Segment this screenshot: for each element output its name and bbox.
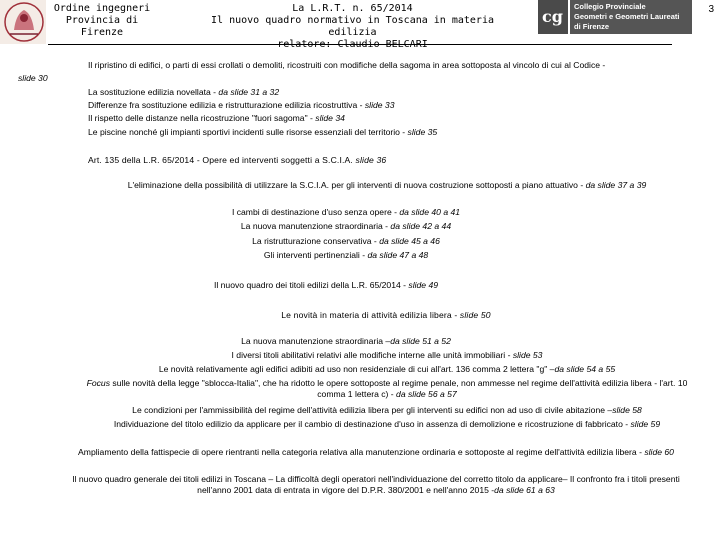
list-item: La sostituzione edilizia novellata - da slide 31 a 32 (88, 87, 280, 97)
list-item: Differenze fra sostituzione edilizia e ristrutturazione edilizia ricostruttiva - slide 33 (88, 100, 395, 110)
list-item: Il nuovo quadro generale dei titoli edilizi in Toscana – La difficoltà degli operatori nell'individuazione del corretto titolo da applicare– Il confronto fra i titoli presenti nell'anno 2001 data di entrata in vigore del D.P.R. 380/2001 e nell'anno 2015 -da slide 61 a 63 (72, 474, 680, 495)
header-divider (48, 44, 672, 45)
list-item-ref: slide 30 (18, 73, 48, 83)
list-item: La nuova manutenzione straordinaria –da slide 51 a 52 (241, 336, 451, 346)
title-line-1: La L.R.T. n. 65/2014 (292, 3, 413, 14)
svg-text:cg: cg (542, 7, 563, 26)
section-heading: Art. 135 della L.R. 65/2014 - Opere ed interventi soggetti a S.C.I.A. slide 36 (88, 155, 387, 165)
org-line-2: Provincia di (65, 15, 139, 26)
college-line-3: di Firenze (574, 22, 610, 31)
list-item: La ristrutturazione conservativa - da slide 45 a 46 (252, 236, 440, 246)
list-item: Il ripristino di edifici, o parti di essi crollati o demoliti, ricostruiti con modifiche della sagoma in area sottoposta al vincolo di cui al Codice - (88, 60, 606, 70)
list-item: L'eliminazione della possibilità di utilizzare la S.C.I.A. per gli interventi di nuova costruzione sottoposti a piano attuativo - da slide 37 a 39 (127, 180, 647, 190)
college-line-1: Collegio Provinciale (574, 2, 646, 11)
list-item: I cambi di destinazione d'uso senza opere - da slide 40 a 41 (231, 207, 461, 217)
section-heading: Il nuovo quadro dei titoli edilizi della L.R. 65/2014 - slide 49 (213, 280, 439, 290)
college-emblem-icon (538, 0, 568, 34)
list-item: Il rispetto delle distanze nella ricostruzione "fuori sagoma" - slide 34 (88, 113, 345, 123)
list-item: Le novità relativamente agli edifici adibiti ad uso non residenziale di cui all'art. 136 comma 2 lettera "g" –da slide 54 a 55 (158, 364, 616, 374)
list-item: Le condizioni per l'ammissibilità del regime dell'attività edilizia libera per gli interventi su edifici non ad uso di civile abitazione –slide 58 (132, 405, 642, 415)
title-line-2: Il nuovo quadro normativo in Toscana in materia edilizia (211, 15, 494, 38)
section-heading: Le novità in materia di attività edilizia libera - slide 50 (281, 310, 491, 320)
page-number: 3 (708, 4, 714, 15)
list-item: La nuova manutenzione straordinaria - da slide 42 a 44 (240, 221, 452, 231)
list-item: Individuazione del titolo edilizio da applicare per il cambio di destinazione d'uso in assenza di demolizione e ricostruzione di fabbricato - slide 59 (113, 419, 661, 429)
college-logo (538, 0, 692, 34)
list-item: Focus sulle novità della legge "sblocca-Italia", che ha ridotto le opere sottoposte al regime penale, non ammesse nel regime dell'attività edilizia libera - l'art. 10 comma 1 lettera c) - da slide 56 a 57 (86, 378, 688, 399)
list-item: Gli interventi pertinenziali - da slide 47 a 48 (263, 250, 429, 260)
org-line-3: Firenze (80, 27, 124, 38)
organization-name (52, 3, 152, 39)
list-item: I diversi titoli abilitativi relativi alle modifiche interne alle unità immobiliari - slide 53 (231, 350, 543, 360)
florence-emblem-icon (0, 0, 46, 44)
list-item: Ampliamento della fattispecie di opere rientranti nella categoria relativa alla manutenzione ordinaria e sottoposte al regime dell'attività edilizia libera - slide 60 (78, 447, 674, 457)
title-line-3 (200, 39, 505, 51)
list-item: Le piscine nonché gli impianti sportivi incidenti sulle risorse essenziali del territorio - slide 35 (88, 127, 438, 137)
header (0, 0, 720, 48)
org-line-1: Ordine ingegneri (53, 3, 151, 14)
college-name (570, 0, 692, 34)
college-line-2: Geometri e Geometri Laureati (574, 12, 680, 21)
